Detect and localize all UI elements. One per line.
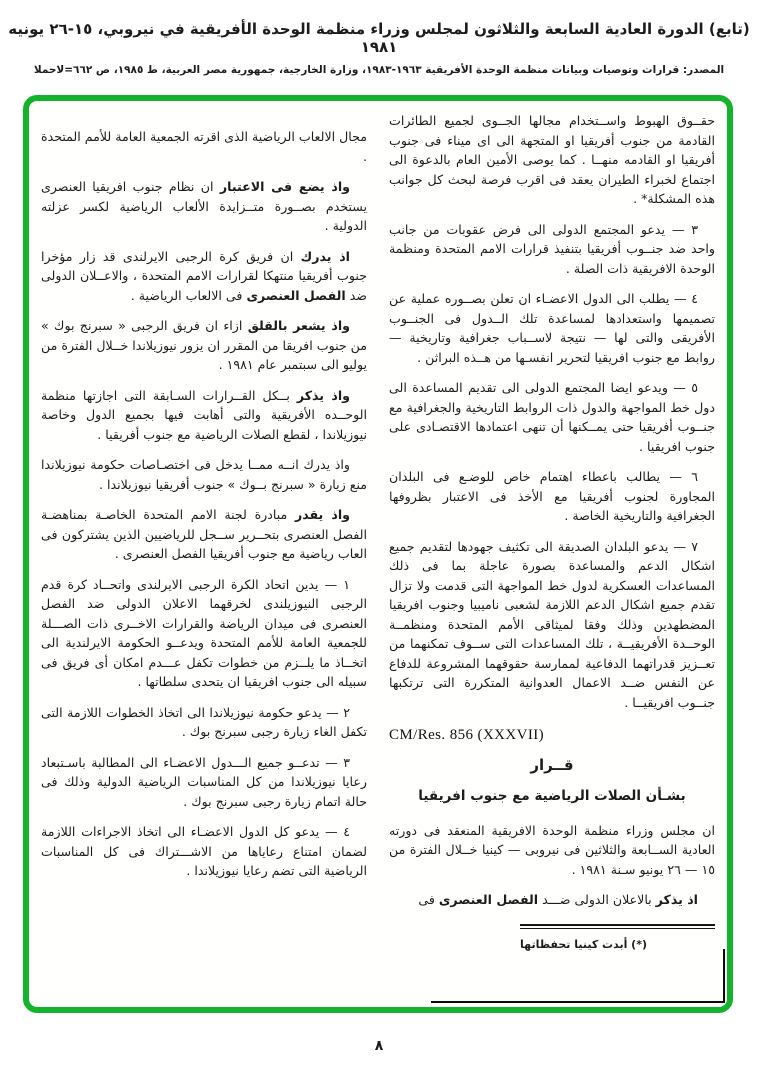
resolution-title: قــرار <box>530 755 574 774</box>
paragraph: واذ يضع فى الاعتبار ان نظام جنوب افريقيا العنصرى يستخدم بصــورة متــزايدة الألعاب الرياضية لكسر عزلته الدولية . <box>41 179 367 233</box>
paragraph: واذ يشعر بالقلق ازاء ان فريق الرجبى « سبرنج بوك » من جنوب افريقا من المقرر ان يزور نيوزيلاندا خــلال الفترة من يوليو الى سبتمبر عام ١٩٨١ . <box>41 318 367 372</box>
paragraph: ٢ — يدعو حكومة نيوزيلاندا الى اتخاذ الخطوات اللازمة التى تكفل الغاء زيارة رجبى سبرنج بوك . <box>41 704 367 739</box>
paragraph: ٤ — يدعو كل الدول الاعضـاء الى اتخاذ الاجراءات اللازمة لضمان امتناع رعاياها من الاشـــتراك فى كل المناسبات الرياضية التى تضم رعايا نيوزيلاندا . <box>41 824 367 878</box>
paragraph: حقــوق الهبوط واســتخدام مجالها الجــوى لجميع الطائرات القادمة من جنوب أفريقيا او المتجهة الى اى ميناء فى جنوب أفريقيا او القادمه منهــا . كما يوصى الأمين العام بالدعوة الى اجتماع لخبراء الطيران يعقد فى اقرب فرصة لبحث كل جوانب هذه المشكلة* . <box>389 113 715 206</box>
paragraph: ٧ — يدعو البلدان الصديقة الى تكثيف جهودها لتقديم جميع اشكال الدعم والمساعدة بصورة عاجلة بما فى ذلك المساعدات العسكرية لدول خط المواجهة التى قدمت ولا تزال تقدم جميع اشكال الدعم اللازمة لشعبى ناميبيا وجنوب افريقيا المضطهدين وذلك وفقا لميثاقى الأمم المتحدة ومنظمــة الوحــدة الأفريقيــة ، تلك المساعدات التى ســوف تمكنهما من تعــزيز قدراتهما الدفاعية لممارسة حقوقهما المشروعة للدفاع عن النفس ضــد الاعمال العدوانية المتكررة التى ترتكبها جنــوب افريقيــا . <box>389 538 715 710</box>
paragraph: مجال الالعاب الرياضية الذى اقرته الجمعية العامة للأمم المتحدة . <box>41 129 367 164</box>
header-source-line: المصدر: قرارات وتوصيات وبيانات منظمة الوحدة الأفريقية ١٩٦٣-١٩٨٣، وزارة الخارجية، جمهورية مصر العربية، ط ١٩٨٥، ص ٦٦٢=لاحملا <box>33 64 725 76</box>
resolution-subtitle: بشـأن الصلات الرياضية مع جنوب افريقيا <box>418 788 686 804</box>
paragraph: ٤ — يطلب الى الدول الاعضـاء ان تعلن بصــوره عملية عن تصميمها واستعدادها لمساعدة تلك الــدول فى الجنــوب الأفريقى والتى لها — نتيجة لاســباب جغرافية وتاريخية — روابط مع جنوب افريقيا لتحرير انفسـها من هــذه البراثن . <box>389 291 715 365</box>
paragraph: واذ يذكر بــكل القــرارات السـابقة التى اجازتها منظمة الوحــده الأفريقية والتى أهابت فيها بجميع الدول وخاصة نيوزيلاندا ، لقطع الصلات الرياضية مع جنوب أفريقيا . <box>41 387 367 442</box>
column-right <box>389 111 715 997</box>
document-frame <box>23 95 733 1013</box>
page-number: ٨ <box>374 1038 384 1054</box>
paragraph: اذ يذكر بالاعلان الدولى ضـــد الفصل العنصرى فى <box>418 892 698 907</box>
paragraph: ٣ — تدعــو جميع الـــدول الاعضـاء الى المطالبة باسـتبعاد رعايا نيوزيلاندا من كل المناسبات الرياضية الدولية وذلك فى حالة اتمام زيارة رجبى سبرنج بوك . <box>41 754 367 809</box>
page-header <box>0 20 758 76</box>
paragraph: ٥ — ويدعو ايضا المجتمع الدولى الى تقديم المساعدة الى دول خط المواجهة والدول ذات الروابط التاريخية والجغرافية مع جنــوب أفريقيا حتى يمــكنها أن تنهى اعتمادها الاقتصـادى على جنوب افريقيا . <box>389 380 715 454</box>
footnote-rule <box>520 924 715 929</box>
text-columns <box>41 111 715 997</box>
paragraph: ١ — يدين اتحاد الكرة الرجبى الايرلندى واتحــاد كرة قدم الرجبى النيوزيلندى لخرقهما الاعلان الدولى ضد الفصل العنصرى فى ميدان الرياضة والقرارات الاخــرى ذات الصـــلة للجمعية العامة للأمم المتحدة ويدعــو الحكومة الايرلندية الى اتخــاذ ما يلــزم من خطوات تكفل عـــدم امكان أى فريق فى سبيله الى جنوب افريقيا ان يتحدى سلطاتها . <box>41 576 367 689</box>
resolution-ref: CM/Res. 856 (XXXVII) <box>389 727 545 743</box>
paragraph: واذ يقدر مبادرة لجنة الامم المتحدة الخاصـة بمناهضـة الفصل العنصرى بتحــرير ســجل للرياضيين الذين يشتركون فى العاب رياضية مع جنوب أفريقيا الفصل العنصرى . <box>41 507 367 561</box>
paragraph: ٣ — يدعو المجتمع الدولى الى فرض عقوبات من جانب واحد ضد جنــوب أفريقيا بتنفيذ قرارات الامم المتحدة ومنظمة الوحدة الافريقية ذات الصلة . <box>389 221 715 276</box>
paragraph: ٦ — يطالب باعطاء اهتمام خاص للوضـع فى البلدان المجاورة لجنوب أفريقيا مع الأخذ فى الاعتبار بظروفها الجغرافية والتاريخية الخاصة . <box>389 469 715 523</box>
footnote: (*) أبدت كينيا تحفظاتها <box>520 937 647 951</box>
header-session-title: (تابع) الدورة العادية السابعة والثلاثون لمجلس وزراء منظمة الوحدة الأفريقية في نيروبي، ١٥-٢٦ يونيه ١٩٨١ <box>8 20 750 56</box>
paragraph: ان مجلس وزراء منظمة الوحدة الافريقية المنعقد فى دورته العادية الســابعة والثلاثين فى نيروبى — كينيا خــلال الفترة من ١٥ — ٢٦ يونيو سـنة ١٩٨١ . <box>389 822 715 877</box>
paragraph: اذ يدرك ان فريق كرة الرجبى الايرلندى قد زار مؤخرا جنوب أفريقيا منتهكا لقرارات الامم المتحدة ، والاعــلان الدولى ضد الفصل العنصرى فى الالعاب الرياضية . <box>41 248 367 303</box>
paragraph: واذ يدرك انــه ممــا يدخل فى اختصـاصات حكومة نيوزيلاندا منع زيارة « سبرنج بــوك » جنوب أفريقيا نيوزيلاندا . <box>41 457 367 492</box>
column-left <box>41 111 367 997</box>
